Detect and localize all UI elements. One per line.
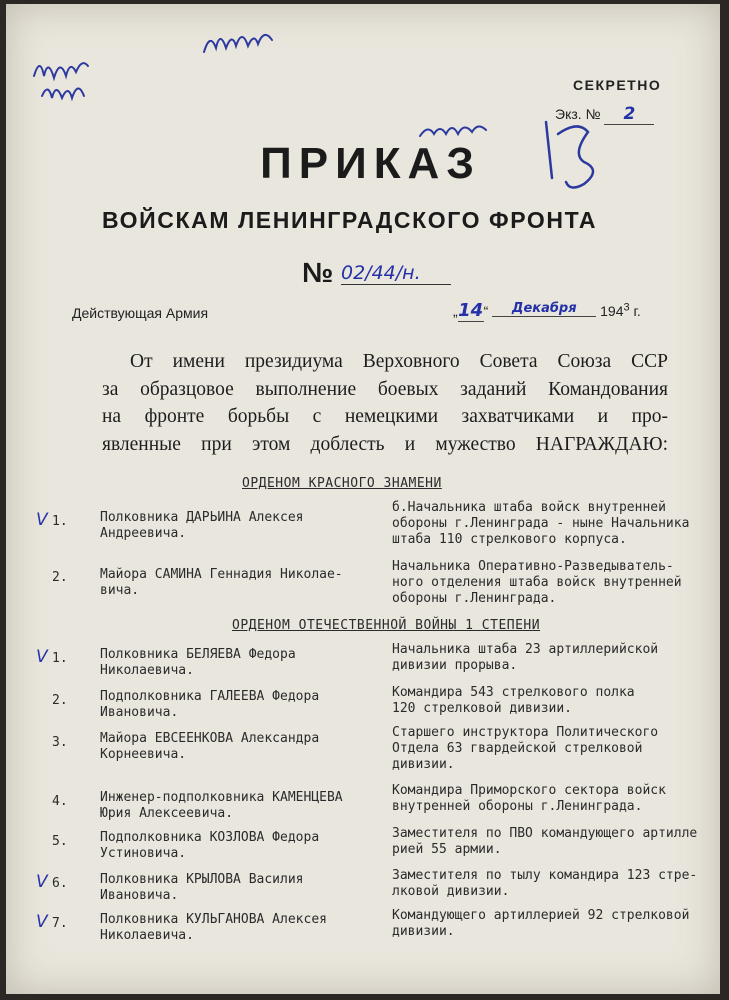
entry-position: Заместителя по тылу командира 123 стре- лковой дивизии. <box>392 868 698 899</box>
entry-index: 7. <box>52 916 68 931</box>
preamble-line: на фронте борьбы с немецкими захватчиками и про- <box>102 406 668 427</box>
entry-person: Инженер-подполковника КАМЕНЦЕВА Юрия Алексеевича. <box>100 790 343 821</box>
order-number-value: 02/44/н. <box>341 262 451 285</box>
preamble-line: за образцовое выполнение боевых заданий Командования <box>102 378 668 400</box>
entry-position: Командующего артиллерией 92 стрелковой дивизии. <box>392 908 690 939</box>
date-close-quote: “ <box>483 303 489 319</box>
entry-person: Подполковника КОЗЛОВА Федора Устиновича. <box>100 830 320 861</box>
date-year-end: г. <box>633 303 641 319</box>
preamble-line: От имени президиума Верховного Совета Союза ССР <box>130 351 668 372</box>
entry-person: Майора САМИНА Геннадия Николае- вича. <box>100 567 343 598</box>
entry-person: Полковника КРЫЛОВА Василия Ивановича. <box>100 872 304 903</box>
date-year-suffix: 3 <box>623 301 630 314</box>
check-mark: V <box>36 872 48 892</box>
date-year <box>600 303 641 319</box>
entry-index: 2. <box>52 570 68 585</box>
order-date <box>453 300 641 322</box>
army-label: Действующая Армия <box>72 305 209 321</box>
copy-number <box>555 104 654 125</box>
copy-label: Экз. № <box>555 106 601 122</box>
entry-position: Начальника Оперативно-Разведыватель- ного отделения штаба войск внутренней обороны г.Ленинграда. <box>392 559 682 606</box>
entry-index: 6. <box>52 876 68 891</box>
award-heading-patriotic-war: ОРДЕНОМ ОТЕЧЕСТВЕННОЙ ВОЙНЫ 1 СТЕПЕНИ <box>232 618 541 633</box>
entry-person: Полковника БЕЛЯЕВА Федора Николаевича. <box>100 647 296 678</box>
check-mark: V <box>36 912 48 932</box>
entry-position: б.Начальника штаба войск внутренней обороны г.Ленинграда - ныне Начальника штаба 110 стрелкового корпуса. <box>392 500 690 547</box>
date-month: Декабря <box>492 301 596 317</box>
date-year-prefix: 194 <box>600 303 624 319</box>
entry-index: 1. <box>52 651 68 666</box>
document-page <box>6 4 720 994</box>
entry-index: 5. <box>52 834 68 849</box>
entry-position: Заместителя по ПВО командующего артилле рией 55 армии. <box>392 826 698 857</box>
order-number <box>302 257 451 289</box>
entry-person: Полковника КУЛЬГАНОВА Алексея Николаевича. <box>100 912 327 943</box>
date-open-quote: „ <box>453 303 458 319</box>
entry-position: Командира Приморского сектора войск внутренней обороны г.Ленинграда. <box>392 783 666 814</box>
entry-position: Старшего инструктора Политического Отдела 63 гвардейской стрелковой дивизии. <box>392 725 659 772</box>
entry-person: Майора ЕВСЕЕНКОВА Александра Корнеевича. <box>100 731 320 762</box>
preamble-line: явленные при этом доблесть и мужество НАГРАЖДАЮ: <box>102 433 668 455</box>
entry-index: 4. <box>52 794 68 809</box>
check-mark: V <box>36 647 48 667</box>
document-title: ПРИКАЗ <box>260 139 481 188</box>
document-subtitle: ВОЙСКАМ ЛЕНИНГРАДСКОГО ФРОНТА <box>102 207 598 233</box>
entry-person: Полковника ДАРЬИНА Алексея Андреевича. <box>100 510 304 541</box>
entry-position: Начальника штаба 23 артиллерийской дивизии прорыва. <box>392 642 659 673</box>
order-number-label: № <box>302 257 334 288</box>
preamble <box>102 348 668 458</box>
award-heading-red-banner: ОРДЕНОМ КРАСНОГО ЗНАМЕНИ <box>242 476 442 491</box>
entry-person: Подполковника ГАЛЕЕВА Федора Ивановича. <box>100 689 320 720</box>
date-day: 14 <box>458 300 484 321</box>
check-mark: V <box>36 510 48 530</box>
entry-position: Командира 543 стрелкового полка 120 стрелковой дивизии. <box>392 685 635 716</box>
entry-index: 2. <box>52 693 68 708</box>
entry-index: 3. <box>52 735 68 750</box>
copy-number-value: 2 <box>604 104 654 125</box>
entry-index: 1. <box>52 514 68 529</box>
classification-label: СЕКРЕТНО <box>573 77 662 93</box>
